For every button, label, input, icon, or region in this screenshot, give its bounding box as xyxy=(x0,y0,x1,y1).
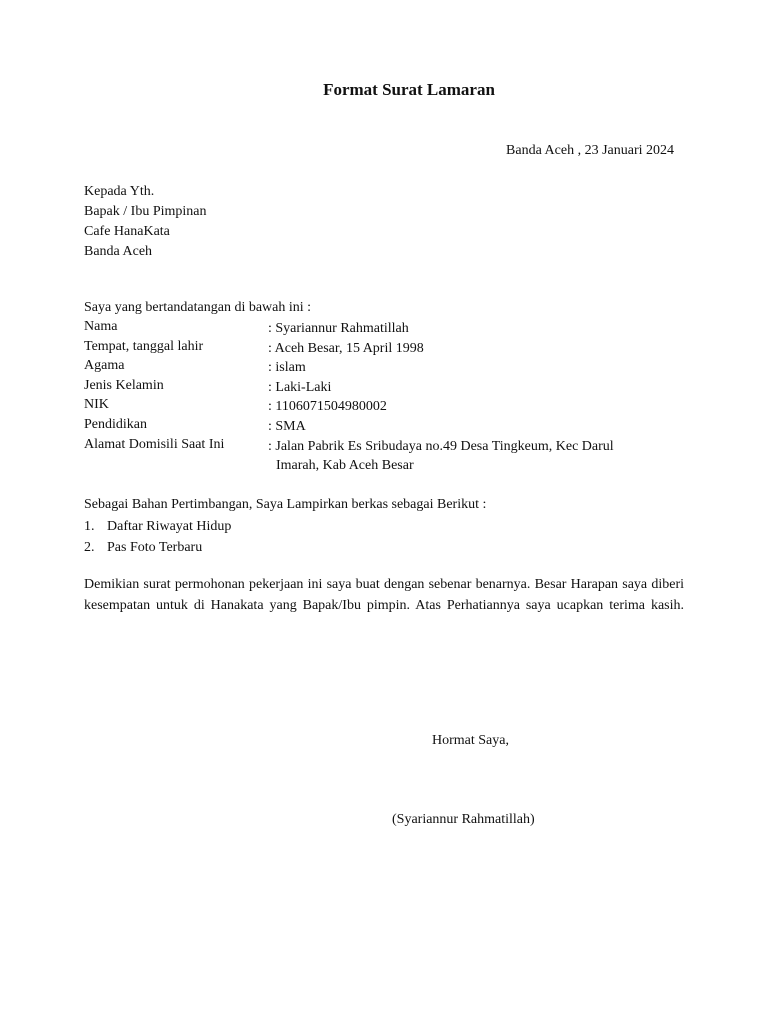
intro-text: Saya yang bertandatangan di bawah ini : xyxy=(84,300,312,315)
field-value: : Jalan Pabrik Es Sribudaya no.49 Desa Tingkeum, Kec Darul xyxy=(268,438,614,454)
recipient-line: Kepada Yth. xyxy=(84,184,155,199)
recipient-block xyxy=(84,182,207,262)
list-text: Daftar Riwayat Hidup xyxy=(107,519,232,534)
list-item xyxy=(84,517,231,538)
field-value: : SMA xyxy=(268,418,306,434)
field-label: NIK xyxy=(84,397,109,413)
recipient-line: Cafe HanaKata xyxy=(84,224,170,239)
field-row-education xyxy=(84,417,684,437)
attachments-intro: Sebagai Bahan Pertimbangan, Saya Lampirkan berkas sebagai Berikut : xyxy=(84,497,487,512)
list-text: Pas Foto Terbaru xyxy=(107,539,203,555)
field-label: Agama xyxy=(84,358,125,374)
recipient-line: Bapak / Ibu Pimpinan xyxy=(84,204,207,219)
closing-paragraph: Demikian surat permohonan pekerjaan ini saya buat dengan sebenar benarnya. Besar Harapan saya diberi kesempatan untuk di Hanakata yang Bapak/Ibu pimpin. Atas Perhatiannya saya ucapkan terima kasih. xyxy=(84,577,684,613)
signature-name: (Syariannur Rahmatillah) xyxy=(392,812,535,827)
regards-text: Hormat Saya, xyxy=(432,733,509,748)
list-item xyxy=(84,538,231,559)
attachments-list xyxy=(84,517,231,558)
field-row-address xyxy=(84,437,684,477)
field-row-religion xyxy=(84,358,684,378)
list-number: 2. xyxy=(84,539,95,555)
letter-title: Format Surat Lamaran xyxy=(323,80,495,99)
field-row-nama xyxy=(84,319,684,339)
field-row-birth xyxy=(84,339,684,359)
field-value-wrap xyxy=(268,437,678,476)
field-label: Nama xyxy=(84,319,118,334)
field-value: : Syariannur Rahmatillah xyxy=(268,321,409,336)
field-value: : islam xyxy=(268,360,306,376)
field-label: Jenis Kelamin xyxy=(84,377,164,393)
field-value: : Aceh Besar, 15 April 1998 xyxy=(268,340,424,356)
recipient-line: Banda Aceh xyxy=(84,244,153,259)
applicant-fields xyxy=(84,319,684,477)
field-row-nik xyxy=(84,397,684,417)
date-line: Banda Aceh , 23 Januari 2024 xyxy=(506,143,674,158)
field-label: Tempat, tanggal lahir xyxy=(84,338,204,354)
field-label: Alamat Domisili Saat Ini xyxy=(84,436,225,452)
list-number: 1. xyxy=(84,519,95,534)
field-row-gender xyxy=(84,378,684,398)
field-value: : Laki-Laki xyxy=(268,379,332,395)
field-label: Pendidikan xyxy=(84,416,147,432)
field-value-continuation: Imarah, Kab Aceh Besar xyxy=(276,458,414,474)
field-value: : 1106071504980002 xyxy=(268,399,387,415)
